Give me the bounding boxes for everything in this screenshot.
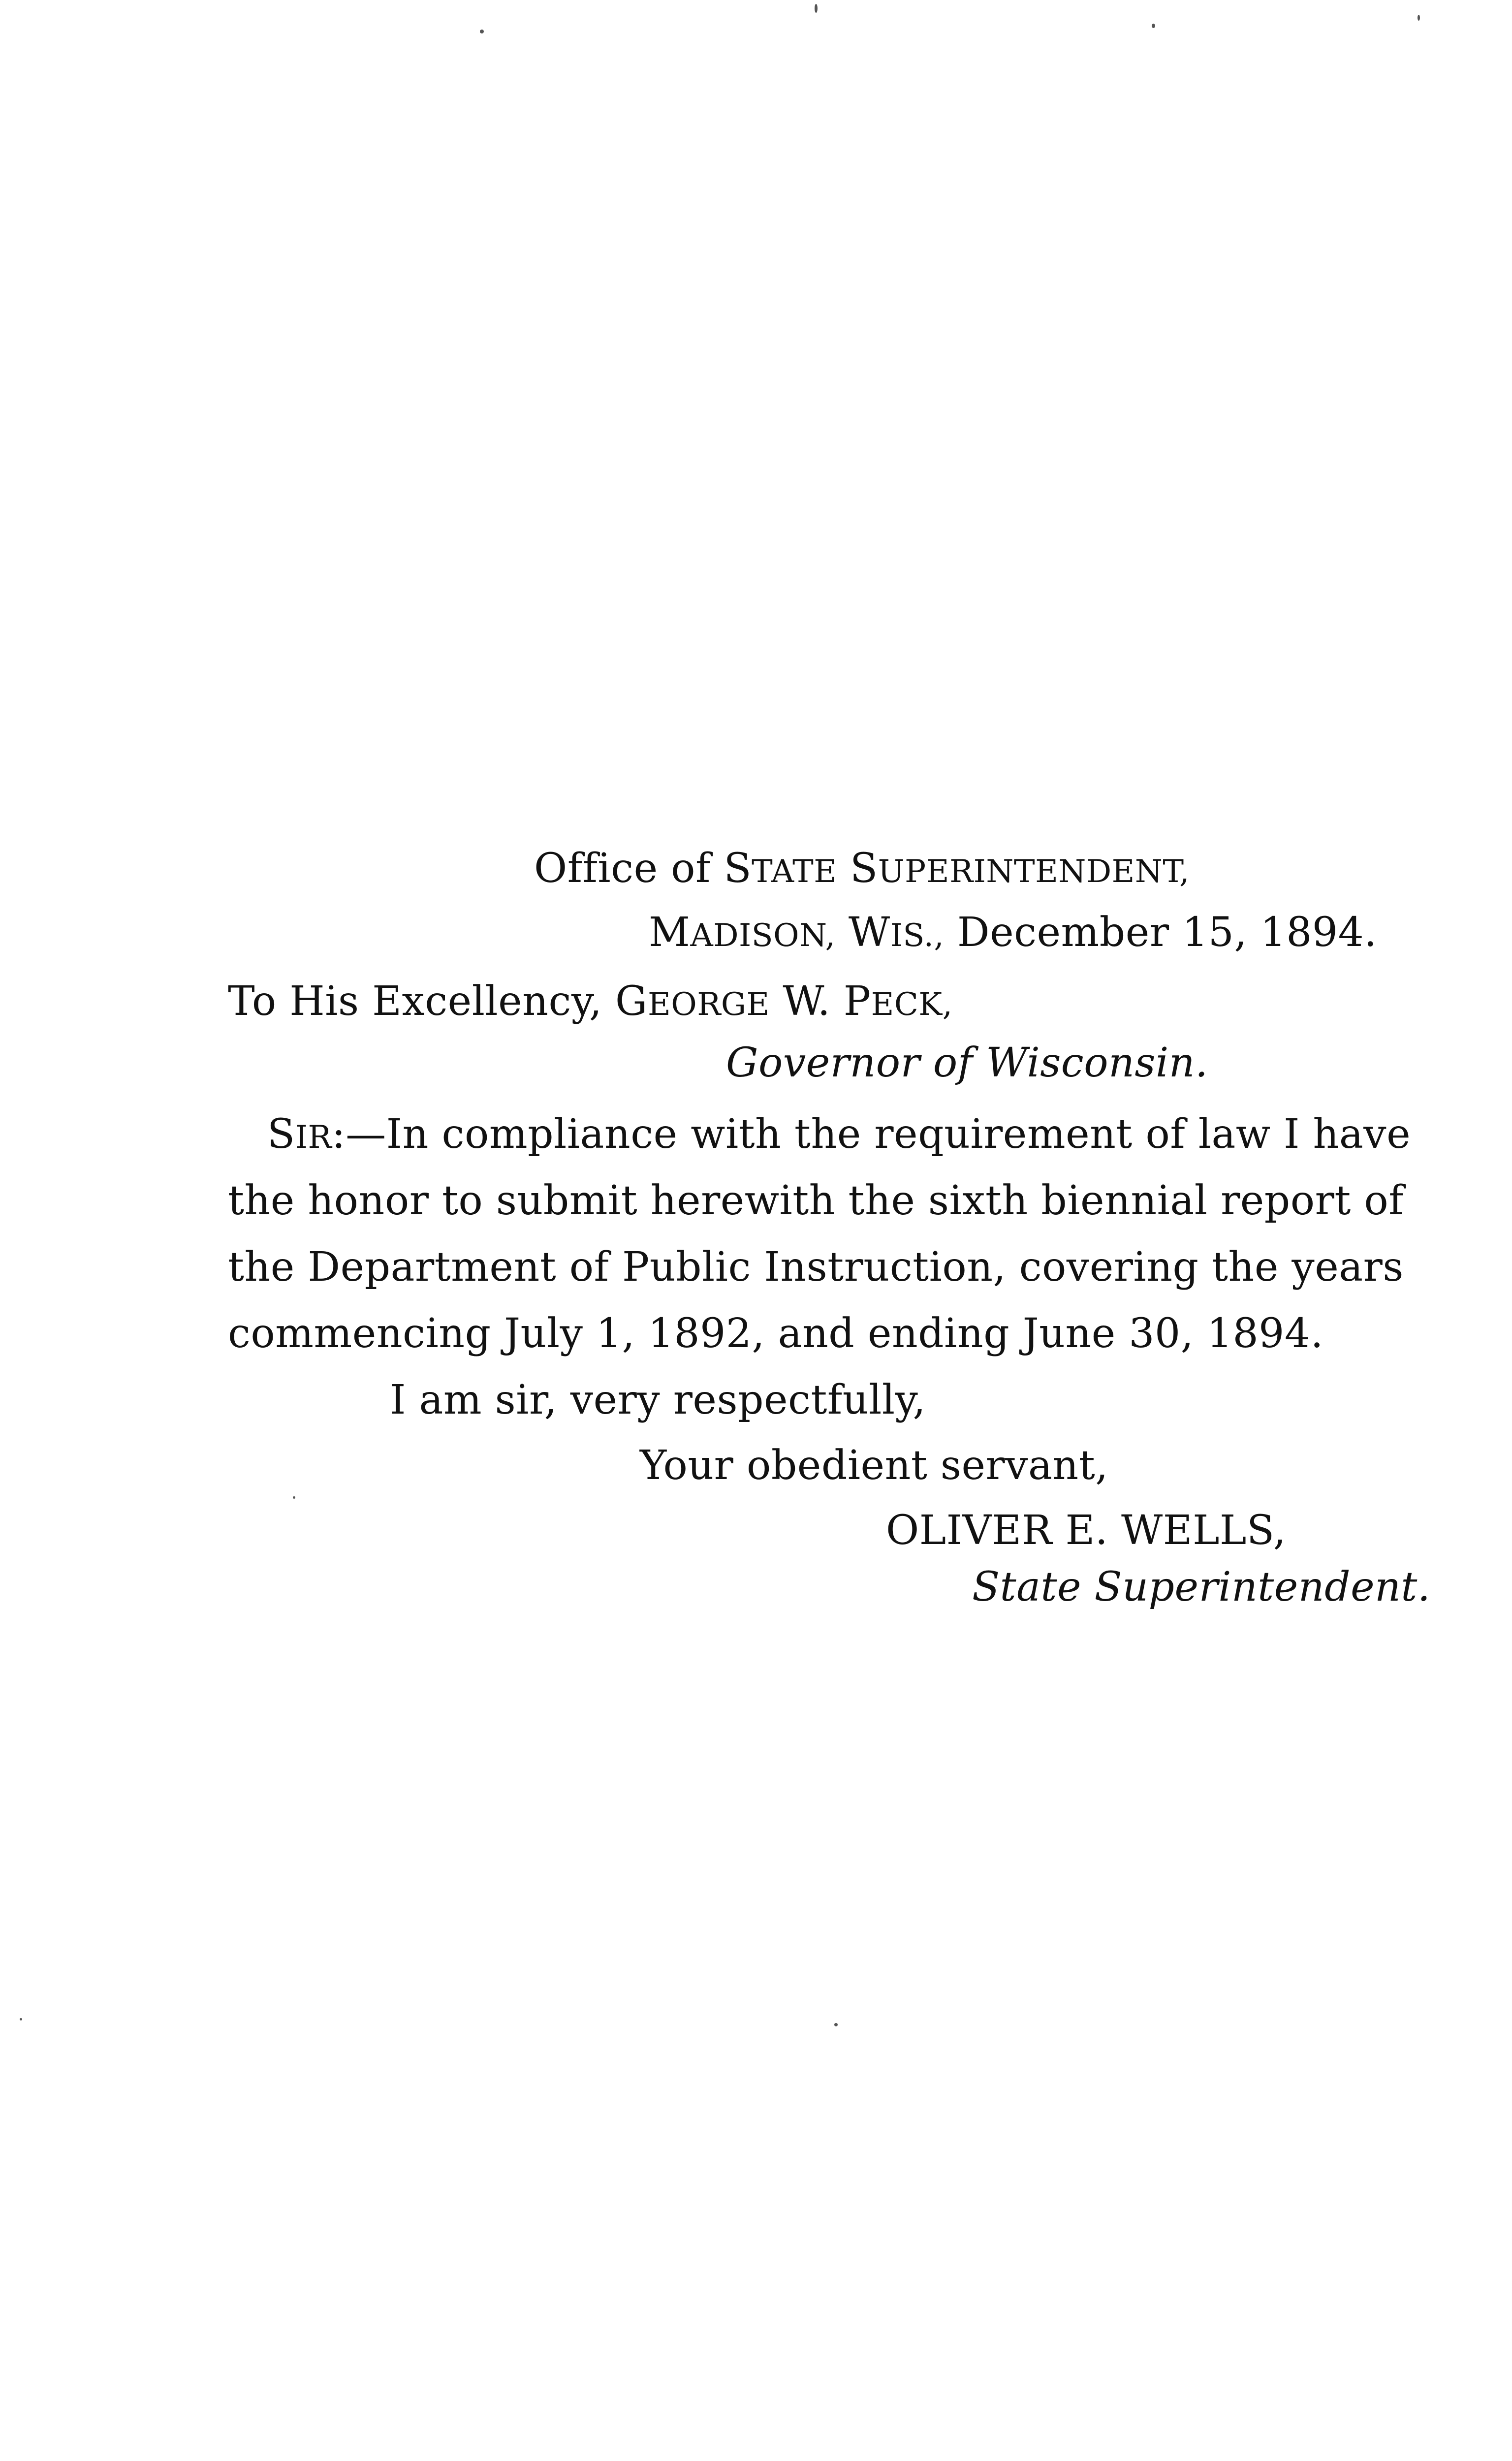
office-superintendent: SUPERINTENDENT, — [850, 845, 1190, 892]
addressee-line — [228, 977, 952, 1029]
place-date-line — [649, 908, 1377, 960]
scan-speck — [834, 2023, 838, 2026]
body-line-3: the Department of Public Instruction, covering the years — [228, 1244, 1404, 1291]
signature-name: OLIVER E. WELLS, — [886, 1507, 1287, 1554]
closing-line-2: Your obedient servant, — [640, 1442, 1108, 1489]
office-prefix: Office of — [534, 845, 711, 892]
office-line — [534, 844, 1190, 896]
scan-speck — [293, 1496, 295, 1499]
scan-speck — [1152, 24, 1155, 28]
body-line-1: SIR:—In compliance with the requirement of law I have — [267, 1111, 1411, 1158]
body-line-2: the honor to submit herewith the sixth biennial report of — [228, 1177, 1404, 1224]
closing-line-1: I am sir, very respectfully, — [390, 1377, 926, 1423]
scan-speck — [20, 2018, 22, 2020]
office-state: STATE — [724, 845, 837, 892]
salutation: SIR — [267, 1111, 332, 1158]
addressee-name: GEORGE W. PECK, — [615, 978, 953, 1025]
addressee-title: Governor of Wisconsin. — [726, 1040, 1208, 1086]
scan-speck — [1418, 15, 1420, 21]
scan-speck — [480, 30, 484, 33]
place-wis: WIS., — [848, 909, 945, 956]
place-madison: MADISON, — [649, 909, 836, 956]
signature-title: State Superintendent. — [972, 1564, 1431, 1610]
to-prefix: To His Excellency, — [228, 978, 602, 1025]
scan-speck — [815, 4, 818, 13]
letter-date: December 15, 1894. — [957, 909, 1377, 956]
body-line-4: commencing July 1, 1892, and ending June 30, 1894. — [228, 1310, 1324, 1357]
